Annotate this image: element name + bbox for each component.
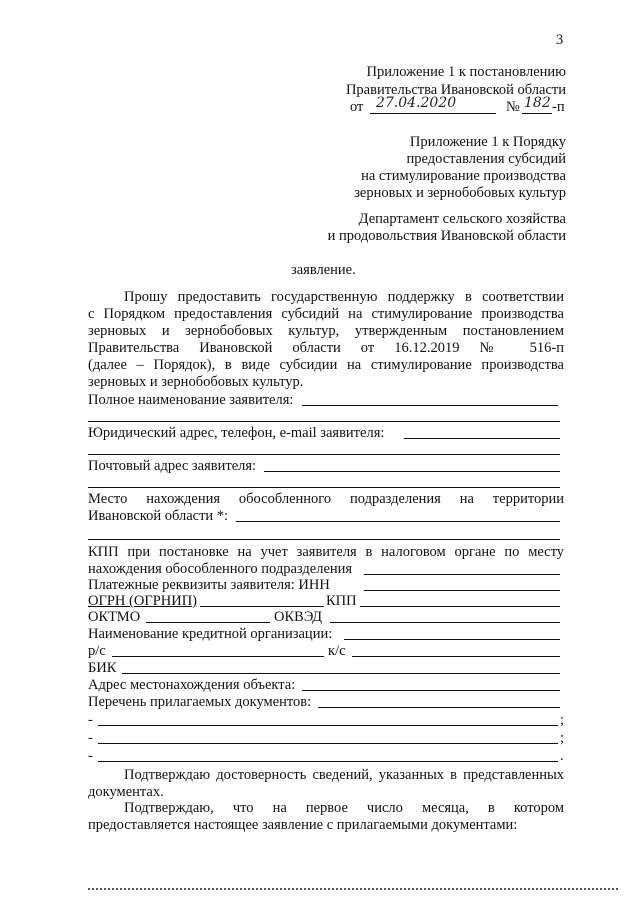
annex-line4: зерновых и зернобобовых культур — [354, 185, 566, 201]
branch-location-label-1: Место нахождения обособленного подразделения на территории — [88, 491, 564, 507]
bank-name-label: Наименование кредитной организации: — [88, 626, 333, 642]
document-title: заявление. — [291, 262, 356, 278]
legal-address-input-line-2[interactable] — [88, 454, 560, 455]
kpp-label: КПП — [326, 593, 357, 609]
confirm-1-line2: документах. — [88, 784, 164, 800]
postal-address-input-line[interactable] — [264, 471, 560, 472]
full-name-input-line[interactable] — [302, 405, 558, 406]
header-date-number-row — [350, 95, 566, 117]
confirm-2-line1: Подтверждаю, что на первое число месяца, в котором — [124, 800, 564, 816]
header-annex-line1: Приложение 1 к постановлению — [366, 64, 566, 80]
oktmo-label: ОКТМО — [88, 609, 141, 625]
legal-address-label: Юридический адрес, телефон, e-mail заявителя: — [88, 425, 385, 441]
confirm-1-line1: Подтверждаю достоверность сведений, указанных в представленных — [124, 767, 564, 783]
annex-line1: Приложение 1 к Порядку — [409, 134, 566, 150]
intro-line3: зерновых и зернобобовых культур, утвержденным постановлением — [88, 323, 564, 339]
document-item-2-line[interactable] — [98, 743, 558, 744]
kpp-input-line[interactable] — [360, 606, 560, 607]
annex-line3: на стимулирование производства — [361, 168, 566, 184]
handwritten-date: 27.04.2020 — [376, 95, 457, 111]
ks-input-line[interactable] — [352, 656, 560, 657]
object-address-input-line[interactable] — [302, 690, 560, 691]
number-suffix: -п — [552, 99, 565, 115]
document-item-3-end: . — [560, 748, 564, 764]
document-item-2-end: ; — [560, 730, 565, 746]
bik-label: БИК — [88, 660, 117, 676]
page-number: 3 — [556, 32, 564, 48]
document-item-1-line[interactable] — [98, 725, 558, 726]
postal-address-input-line-2[interactable] — [88, 487, 560, 488]
ogrn-input-line[interactable] — [200, 606, 324, 607]
ogrn-label: ОГРН (ОГРНИП) — [88, 593, 198, 609]
oktmo-input-line[interactable] — [146, 622, 270, 623]
header-annex-line2: Правительства Ивановской области — [345, 82, 566, 98]
number-line — [522, 113, 552, 114]
addressee-line2: и продовольствия Ивановской области — [327, 228, 566, 244]
object-address-label: Адрес местонахождения объекта: — [88, 677, 296, 693]
documents-list-label: Перечень прилагаемых документов: — [88, 694, 312, 710]
handwritten-number: 182 — [524, 95, 551, 111]
okved-input-line[interactable] — [330, 622, 560, 623]
branch-location-input-line[interactable] — [236, 521, 560, 522]
number-label: № — [506, 99, 520, 115]
intro-line1: Прошу предоставить государственную поддержку в соответствии — [124, 289, 564, 305]
bik-input-line[interactable] — [122, 673, 560, 674]
from-label: от — [350, 99, 364, 115]
addressee-line1: Департамент сельского хозяйства — [358, 211, 566, 227]
document-item-1-end: ; — [560, 712, 565, 728]
legal-address-input-line[interactable] — [404, 438, 560, 439]
inn-input-line[interactable] — [364, 590, 560, 591]
bank-name-input-line[interactable] — [344, 639, 560, 640]
rs-input-line[interactable] — [112, 656, 324, 657]
intro-line6: зерновых и зернобобовых культур. — [88, 374, 304, 390]
annex-line2: предоставления субсидий — [406, 151, 566, 167]
okved-label: ОКВЭД — [274, 609, 323, 625]
full-name-label: Полное наименование заявителя: — [88, 392, 294, 408]
document-item-3-line[interactable] — [98, 761, 558, 762]
kpp-branch-input-line[interactable] — [364, 574, 560, 575]
document-item-1-dash: - — [88, 712, 93, 728]
document-item-2-dash: - — [88, 730, 93, 746]
document-item-3-dash: - — [88, 748, 93, 764]
rs-label: р/с — [88, 643, 106, 659]
ks-label: к/с — [328, 643, 346, 659]
branch-location-label-2: Ивановской области *: — [88, 508, 229, 524]
scan-edge-line — [88, 888, 618, 890]
payment-inn-label: Платежные реквизиты заявителя: ИНН — [88, 577, 330, 593]
intro-line5: (далее – Порядок), в виде субсидии на стимулирование производства — [88, 357, 564, 373]
date-line — [370, 113, 496, 114]
intro-line4: Правительства Ивановской области от 16.12.2019 № 516-п — [88, 340, 564, 356]
kpp-branch-label-1: КПП при постановке на учет заявителя в налоговом органе по месту — [88, 544, 564, 560]
branch-location-input-line-2[interactable] — [88, 539, 560, 540]
kpp-branch-label-2: нахождения обособленного подразделения — [88, 561, 353, 577]
confirm-2-line2: предоставляется настоящее заявление с прилагаемыми документами: — [88, 817, 518, 833]
documents-list-input-line[interactable] — [318, 707, 560, 708]
postal-address-label: Почтовый адрес заявителя: — [88, 458, 257, 474]
full-name-input-line-2[interactable] — [88, 421, 560, 422]
intro-line2: с Порядком предоставления субсидий на стимулирование производства — [88, 306, 564, 322]
